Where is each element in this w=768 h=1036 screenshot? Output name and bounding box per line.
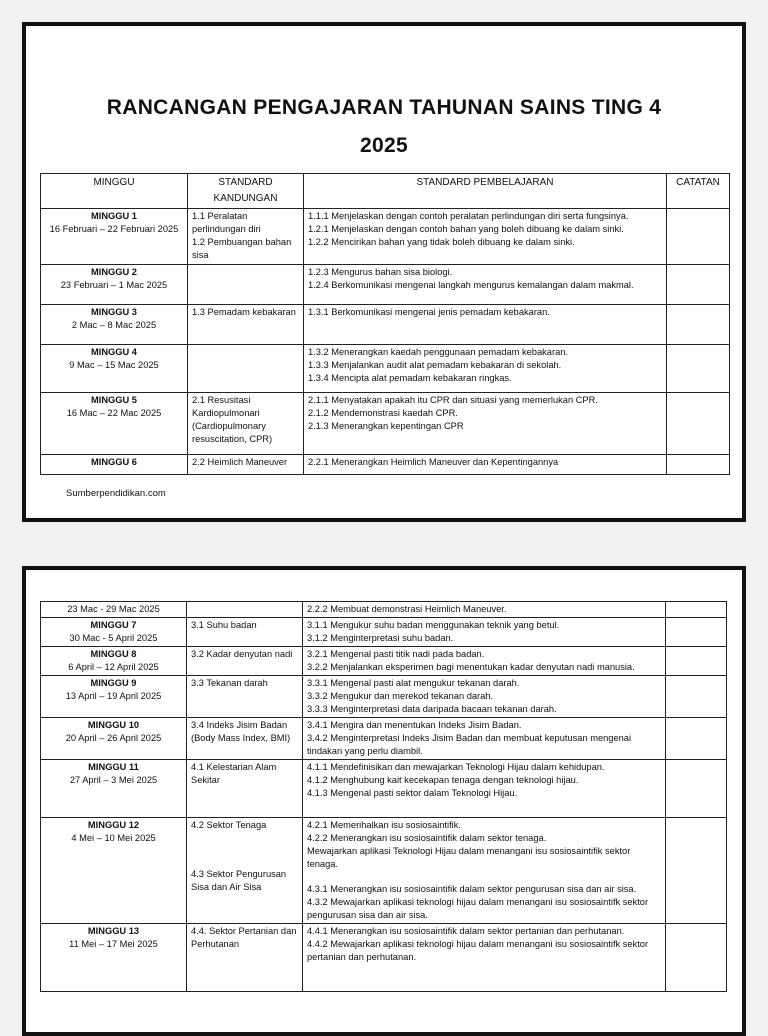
table-row	[41, 602, 727, 618]
kandungan-cell	[187, 924, 303, 992]
kandungan-cell	[187, 602, 303, 618]
pembelajaran-cell	[303, 924, 666, 992]
catatan-cell	[667, 305, 730, 345]
week-dates: 11 Mei – 17 Mei 2025	[69, 939, 158, 949]
pembelajaran-item: 1.2.4 Berkomunikasi mengenai langkah mengurus kemalangan dalam makmal.	[308, 280, 634, 290]
week-label: MINGGU 7	[90, 620, 137, 630]
week-label: MINGGU 12	[87, 820, 140, 830]
catatan-cell	[666, 676, 727, 718]
pembelajaran-item: 4.3.2 Mewajarkan aplikasi teknologi hijau dalam menangani isu sosiosaintifk sektor pengurusan sisa dan air sisa.	[307, 897, 649, 920]
week-label: MINGGU 10	[87, 720, 140, 730]
catatan-cell	[666, 647, 727, 676]
pembelajaran-item: 4.1.2 Menghubung kait kecekapan tenaga dengan teknologi hijau.	[307, 775, 579, 785]
table-row	[41, 209, 730, 265]
kandungan-cell	[188, 345, 304, 393]
week-dates: 20 April – 26 April 2025	[65, 733, 162, 743]
week-dates: 4 Mei – 10 Mei 2025	[71, 833, 156, 843]
pembelajaran-item: 1.3.3 Menjalankan audit alat pemadam kebakaran di sekolah.	[308, 360, 562, 370]
pembelajaran-item: 3.4.1 Mengira dan menentukan Indeks Jisim Badan.	[307, 720, 522, 730]
pembelajaran-item: 1.3.1 Berkomunikasi mengenai jenis pemadam kebakaran.	[308, 307, 550, 317]
week-cell	[41, 924, 187, 992]
week-cell	[41, 209, 188, 265]
pembelajaran-item: 2.1.3 Menerangkan kepentingan CPR	[308, 421, 464, 431]
week-label: MINGGU 13	[87, 926, 140, 936]
pembelajaran-item: 1.2.3 Mengurus bahan sisa biologi.	[308, 267, 453, 277]
week-label: MINGGU 1	[91, 211, 137, 221]
footer-source: Sumberpendidikan.com	[66, 488, 166, 499]
week-cell	[41, 345, 188, 393]
pembelajaran-cell	[304, 265, 667, 305]
week-label: MINGGU 8	[90, 649, 137, 659]
week-cell	[41, 718, 187, 760]
pembelajaran-item: 3.3.1 Mengenal pasti alat mengukur tekanan darah.	[307, 678, 520, 688]
kandungan-item: 1.1 Peralatan perlindungan diri	[192, 211, 261, 234]
document-page-1	[22, 22, 746, 522]
week-dates: 27 April – 3 Mei 2025	[69, 775, 158, 785]
week-cell	[41, 265, 188, 305]
week-dates: 2 Mac – 8 Mac 2025	[71, 320, 157, 330]
kandungan-item: 4.1 Kelestarian Alam Sekitar	[191, 762, 277, 785]
kandungan-item: 4.2 Sektor Tenaga	[191, 820, 267, 830]
pembelajaran-item: 4.1.1 Mendefinisikan dan mewajarkan Teknologi Hijau dalam kehidupan.	[307, 762, 605, 772]
week-dates: 16 Mac – 22 Mac 2025	[66, 408, 162, 418]
kandungan-cell	[187, 647, 303, 676]
kandungan-cell	[188, 393, 304, 455]
pembelajaran-cell	[303, 647, 666, 676]
catatan-cell	[667, 455, 730, 475]
week-label: MINGGU 11	[88, 762, 139, 772]
catatan-cell	[667, 345, 730, 393]
catatan-cell	[666, 602, 727, 618]
pembelajaran-cell	[304, 345, 667, 393]
kandungan-cell	[187, 760, 303, 818]
table-row	[41, 924, 727, 992]
week-cell	[41, 676, 187, 718]
kandungan-cell	[187, 818, 303, 924]
week-dates: 16 Februari – 22 Februari 2025	[49, 224, 179, 234]
kandungan-cell	[188, 305, 304, 345]
catatan-cell	[667, 393, 730, 455]
kandungan-item: 4.3 Sektor Pengurusan Sisa dan Air Sisa	[191, 869, 287, 892]
catatan-cell	[666, 760, 727, 818]
kandungan-item: 4.4. Sektor Pertanian dan Perhutanan	[191, 926, 297, 949]
pembelajaran-cell	[303, 818, 666, 924]
week-cell	[41, 305, 188, 345]
table-row	[41, 718, 727, 760]
kandungan-item: 3.3 Tekanan darah	[191, 678, 268, 688]
pembelajaran-item: 3.1.2 Menginterpretasi suhu badan.	[307, 633, 454, 643]
kandungan-cell	[188, 265, 304, 305]
pembelajaran-item: 3.3.2 Mengukur dan merekod tekanan darah.	[307, 691, 494, 701]
pembelajaran-item: 2.1.2 Mendemonstrasi kaedah CPR.	[308, 408, 458, 418]
week-dates: 23 Mac - 29 Mac 2025	[67, 604, 160, 614]
week-dates: 6 April – 12 April 2025	[68, 662, 159, 672]
kandungan-cell	[187, 718, 303, 760]
week-cell	[41, 760, 187, 818]
pembelajaran-item: 1.2.2 Mencirikan bahan yang tidak boleh dibuang ke dalam sinki.	[308, 237, 575, 247]
kandungan-item: 3.1 Suhu badan	[191, 620, 257, 630]
catatan-cell	[667, 209, 730, 265]
kandungan-item: 1.3 Pemadam kebakaran	[192, 307, 296, 317]
catatan-cell	[666, 818, 727, 924]
pembelajaran-cell	[303, 676, 666, 718]
catatan-cell	[667, 265, 730, 305]
table-row	[41, 818, 727, 924]
kandungan-item: 2.2 Heimlich Maneuver	[192, 457, 288, 467]
pembelajaran-cell	[303, 618, 666, 647]
kandungan-item: 3.2 Kadar denyutan nadi	[191, 649, 293, 659]
pembelajaran-item: 1.1.1 Menjelaskan dengan contoh peralatan perlindungan diri serta fungsinya.	[308, 211, 629, 221]
lesson-plan-table-page-2	[40, 601, 727, 992]
pembelajaran-item: 2.2.2 Membuat demonstrasi Heimlich Maneuver.	[307, 604, 507, 614]
pembelajaran-item: 1.3.2 Menerangkan kaedah penggunaan pemadam kebakaran.	[308, 347, 568, 357]
header-standard-kandungan: STANDARD KANDUNGAN	[188, 174, 304, 209]
week-label: MINGGU 3	[91, 307, 137, 317]
kandungan-item: 1.2 Pembuangan bahan sisa	[192, 237, 292, 260]
pembelajaran-item: 3.2.1 Mengenal pasti titik nadi pada badan.	[307, 649, 485, 659]
header-minggu: MINGGU	[41, 174, 188, 209]
kandungan-item: 2.1 Resusitasi Kardiopulmonari (Cardiopulmonary resuscitation, CPR)	[192, 395, 273, 444]
pembelajaran-cell	[303, 760, 666, 818]
table-row	[41, 647, 727, 676]
table-row	[41, 676, 727, 718]
week-cell	[41, 647, 187, 676]
kandungan-cell	[187, 676, 303, 718]
table-row	[41, 345, 730, 393]
lesson-plan-table-page-1	[40, 173, 730, 475]
table-header-row	[41, 174, 730, 209]
week-label: MINGGU 6	[91, 457, 137, 467]
pembelajaran-cell	[304, 393, 667, 455]
pembelajaran-item: 2.2.1 Menerangkan Heimlich Maneuver dan Kepentingannya	[308, 457, 559, 467]
pembelajaran-item: 1.3.4 Mencipta alat pemadam kebakaran ringkas.	[308, 373, 512, 383]
week-cell	[41, 818, 187, 924]
table-row	[41, 618, 727, 647]
table-row	[41, 265, 730, 305]
week-cell	[41, 393, 188, 455]
pembelajaran-item: 4.2.2 Menerangkan isu sosiosaintifik dalam sektor tenaga.	[307, 833, 547, 843]
table-row	[41, 305, 730, 345]
document-title-year: 2025	[360, 134, 408, 157]
kandungan-cell	[188, 209, 304, 265]
week-label: MINGGU 5	[91, 395, 137, 405]
kandungan-cell	[187, 618, 303, 647]
pembelajaran-item: 3.4.2 Menginterpretasi Indeks Jisim Badan dan membuat keputusan mengenai tindakan yang perlu diambil.	[307, 733, 632, 756]
week-label: MINGGU 9	[90, 678, 137, 688]
week-label: MINGGU 2	[91, 267, 137, 277]
table-row	[41, 393, 730, 455]
pembelajaran-cell	[303, 602, 666, 618]
pembelajaran-item: 4.3.1 Menerangkan isu sosiosaintifik dalam sektor pengurusan sisa dan air sisa.	[307, 884, 637, 894]
week-dates: 23 Februari – 1 Mac 2025	[60, 280, 168, 290]
table-row	[41, 760, 727, 818]
pembelajaran-item: 3.2.2 Menjalankan eksperimen bagi menentukan kadar denyutan nadi manusia.	[307, 662, 635, 672]
pembelajaran-item: Mewajarkan aplikasi Teknologi Hijau dalam menangani isu sosiosaintifik sektor tenaga.	[307, 846, 631, 869]
kandungan-item: 3.4 Indeks Jisim Badan (Body Mass Index, BMI)	[191, 720, 291, 743]
header-standard-pembelajaran: STANDARD PEMBELAJARAN	[304, 174, 667, 209]
header-catatan: CATATAN	[667, 174, 730, 209]
pembelajaran-item: 3.3.3 Menginterpretasi data daripada bacaan tekanan darah.	[307, 704, 557, 714]
pembelajaran-cell	[303, 718, 666, 760]
pembelajaran-item: 2.1.1 Menyatakan apakah itu CPR dan situasi yang memerlukan CPR.	[308, 395, 598, 405]
catatan-cell	[666, 924, 727, 992]
week-dates: 30 Mac - 5 April 2025	[69, 633, 158, 643]
document-page-2	[22, 566, 746, 1036]
pembelajaran-item: 4.4.2 Mewajarkan aplikasi teknologi hijau dalam menangani isu sosiosaintifk sektor pertanian dan perhutanan.	[307, 939, 649, 962]
pembelajaran-item: 4.2.1 Memerihalkan isu sosiosaintifik.	[307, 820, 461, 830]
pembelajaran-item: 3.1.1 Mengukur suhu badan menggunakan teknik yang betul.	[307, 620, 560, 630]
week-label: MINGGU 4	[91, 347, 137, 357]
document-title: RANCANGAN PENGAJARAN TAHUNAN SAINS TING 4	[106, 96, 662, 119]
week-dates: 13 April – 19 April 2025	[65, 691, 162, 701]
catatan-cell	[666, 618, 727, 647]
week-cell	[41, 455, 188, 475]
catatan-cell	[666, 718, 727, 760]
pembelajaran-cell	[304, 455, 667, 475]
week-cell	[41, 602, 187, 618]
pembelajaran-cell	[304, 305, 667, 345]
week-cell	[41, 618, 187, 647]
pembelajaran-item: 4.4.1 Menerangkan isu sosiosaintifik dalam sektor pertanian dan perhutanan.	[307, 926, 625, 936]
pembelajaran-cell	[304, 209, 667, 265]
kandungan-cell	[188, 455, 304, 475]
pembelajaran-item: 4.1.3 Mengenal pasti sektor dalam Teknologi Hijau.	[307, 788, 518, 798]
pembelajaran-item: 1.2.1 Menjelaskan dengan contoh bahan yang boleh dibuang ke dalam sinki.	[308, 224, 624, 234]
table-row	[41, 455, 730, 475]
week-dates: 9 Mac – 15 Mac 2025	[69, 360, 159, 370]
